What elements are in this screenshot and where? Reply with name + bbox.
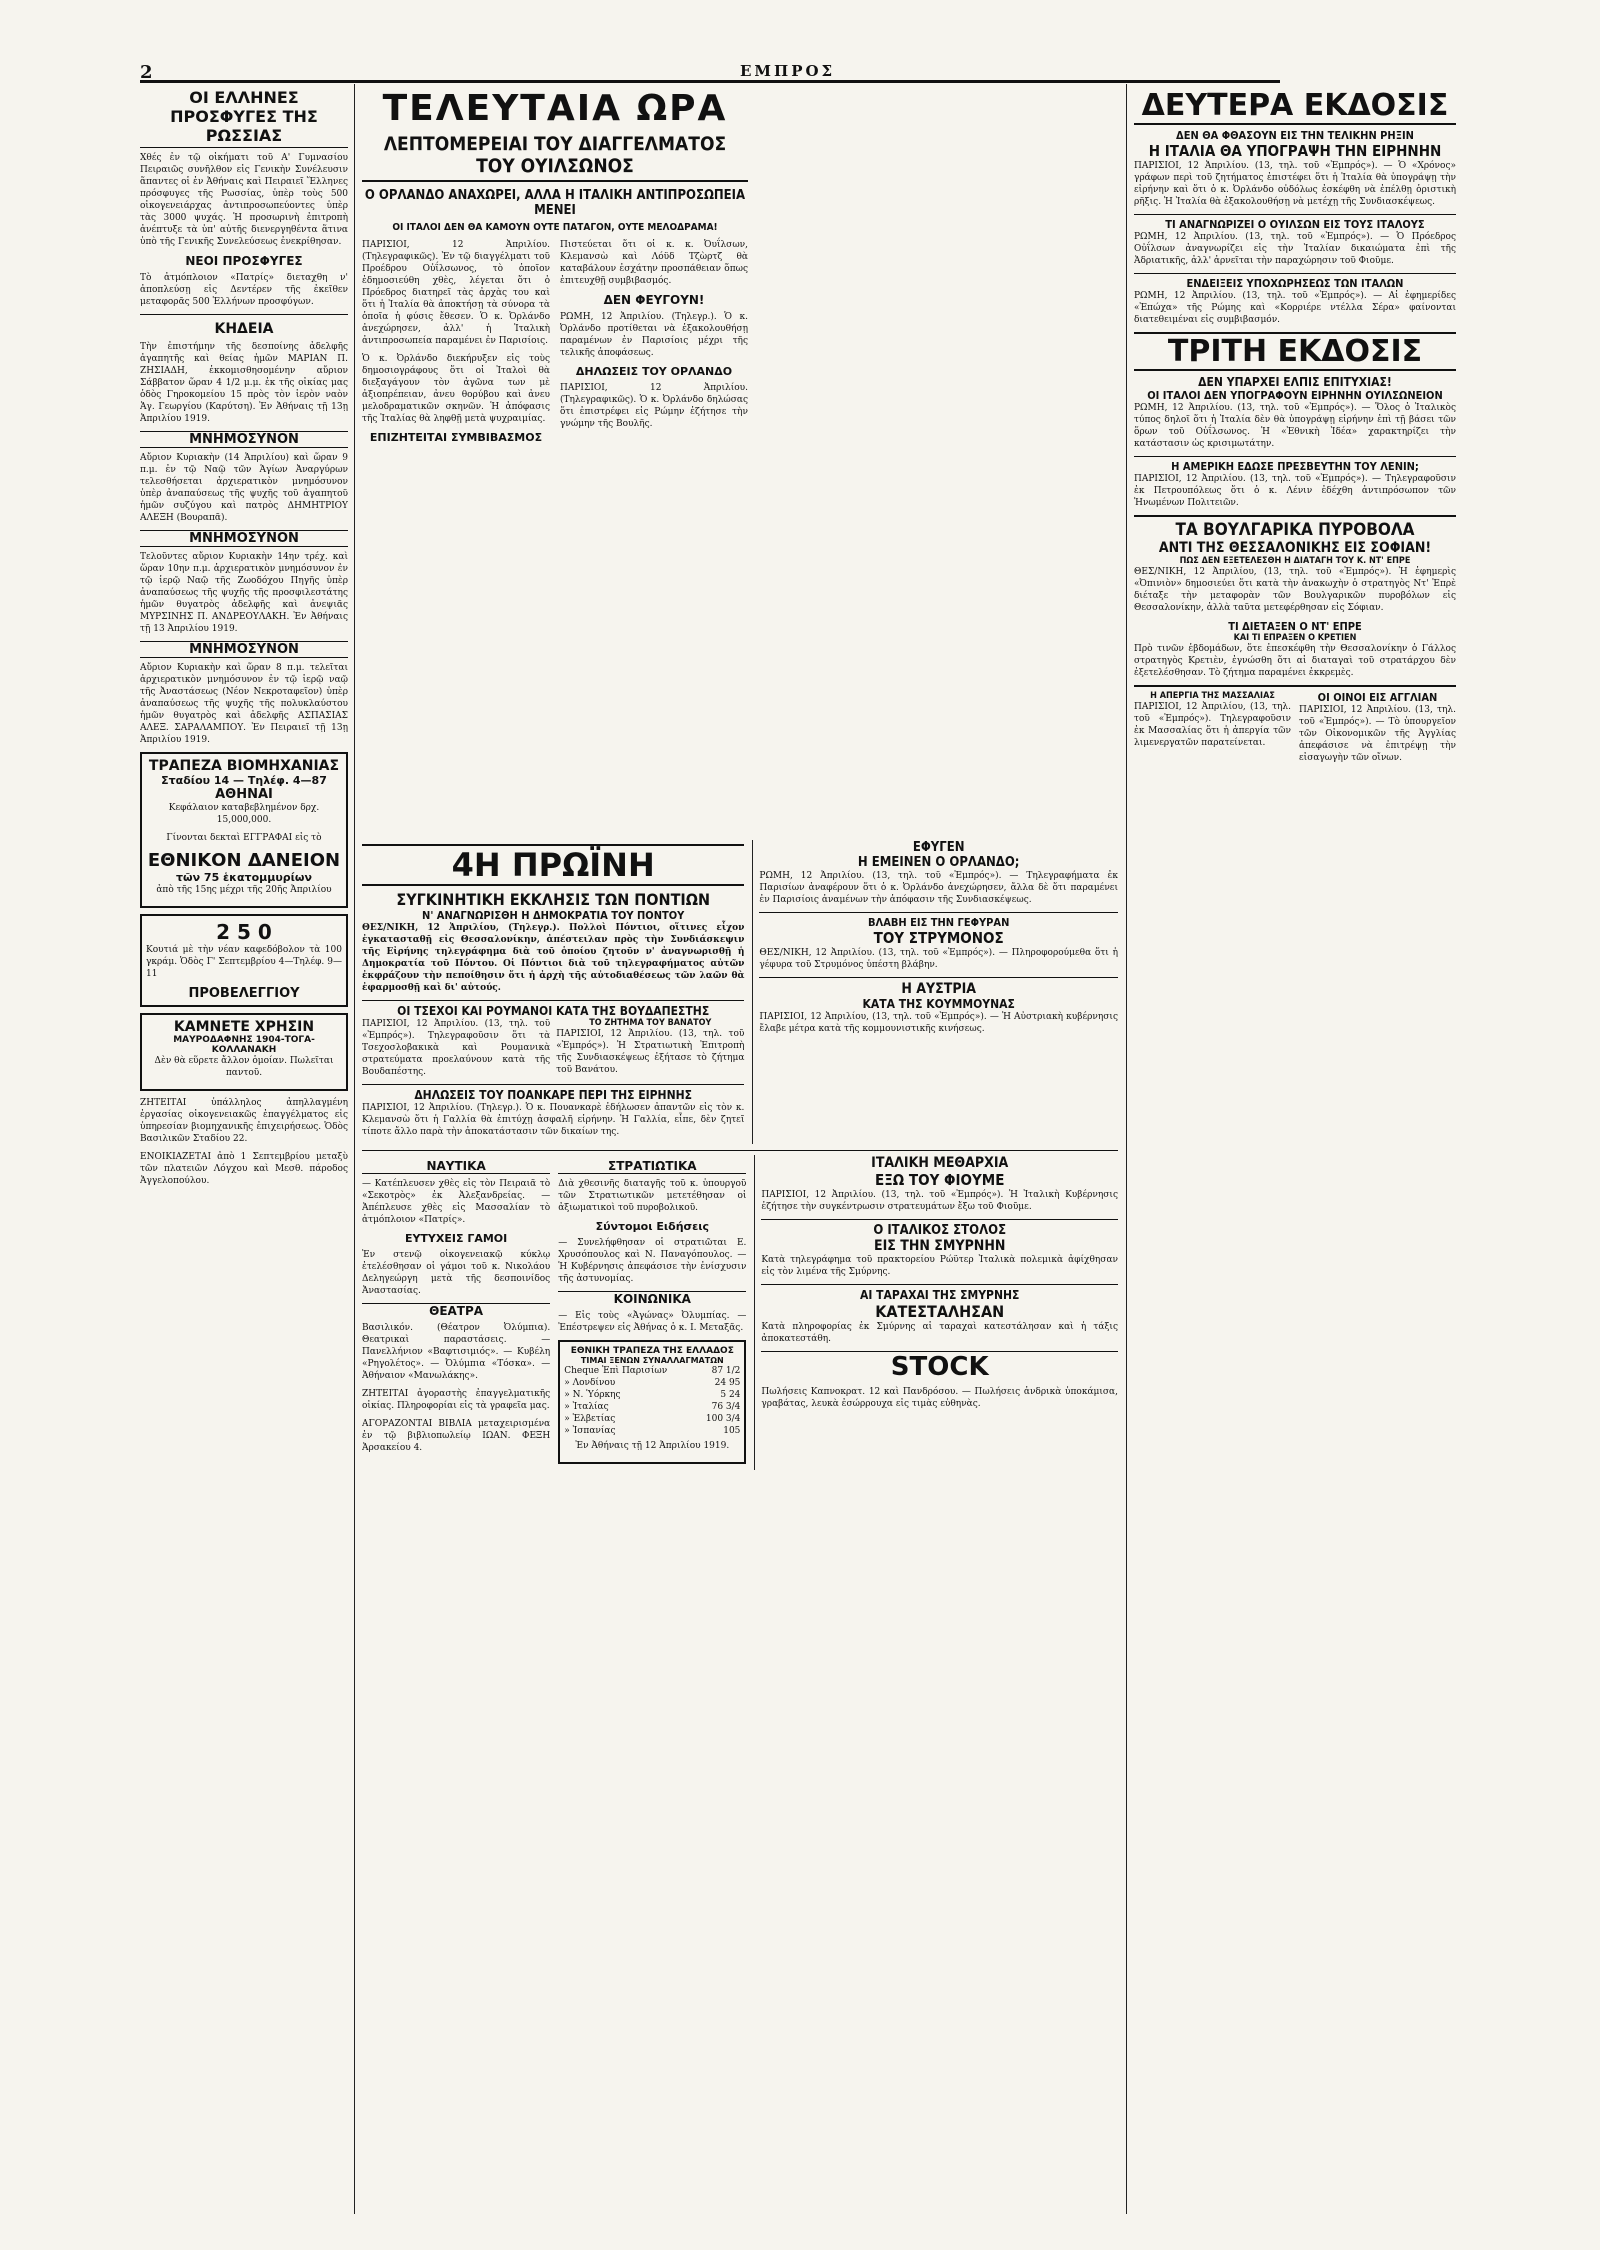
classified-ad: ΕΝΟΙΚΙΑΖΕΤΑΙ ἀπὸ 1 Σεπτεμβρίου μεταξὺ τῶν πλατειῶν Λόγχου καὶ Μεσθ. πάροδος Ἀγγελοπούλου. xyxy=(140,1152,348,1186)
article-text: Ὁ κ. Ὀρλάνδο διεκήρυξεν εἰς τοὺς δημοσιογράφους ὅτι οἱ Ἰταλοὶ θὰ διεξαγάγουν τὸν ἀγῶνα των μὲ ἀξιοπρέπειαν, ἀνευ θορύβου καὶ ἀνευ μελοδραματικῶν σκηνῶν. Ἡ ἀπόφασις τῆς Ἰταλίας θὰ ληφθῇ μετὰ ψυχραιμίας. xyxy=(362,354,550,424)
article-text: — Κατέπλευσεν χθὲς εἰς τὸν Πειραιᾶ τὸ «Σεκοτρὸς» ἐκ Ἀλεξανδρείας. — Ἀπέπλευσε χθὲς εἰς Μασσαλίαν τὸ ἀτμόπλοιον «Πατρίς». xyxy=(362,1179,551,1225)
rate-label: » Ἑλβετίας xyxy=(564,1414,616,1424)
rate-value: 105 xyxy=(723,1426,741,1436)
news-column xyxy=(362,1155,550,1470)
rates-list xyxy=(564,1365,740,1437)
article-text: ΠΑΡΙΣΙΟΙ, 12 Ἀπριλίου, (13, τηλ. τοῦ «Ἐμπρός»). — Ἡ Αὐστριακὴ κυβέρνησις ἔλαβε μέτρα κατὰ τῆς κομμουνιστικῆς κινήσεως. xyxy=(759,1012,1118,1034)
ad-city: ΑΘΗΝΑΙ xyxy=(215,787,273,802)
center-top-column xyxy=(362,84,748,834)
headline: ΔΕΝ ΥΠΑΡΧΕΙ ΕΛΠΙΣ ΕΠΙΤΥΧΙΑΣ! xyxy=(1198,375,1392,389)
table-title: ΕΘΝΙΚΗ ΤΡΑΠΕΖΑ ΤΗΣ ΕΛΛΑΔΟΣ xyxy=(570,1346,734,1356)
headline: ΤΙ ΑΝΑΓΝΩΡΙΖΕΙ Ο ΟΥΙΛΣΩΝ ΕΙΣ ΤΟΥΣ ΙΤΑΛΟΥΣ xyxy=(1134,214,1456,231)
headline: ΚΑΙ ΤΙ ΕΠΡΑΞΕΝ Ο ΚΡΕΤΙΕΝ xyxy=(1233,633,1357,643)
headline: ΟΙ ΕΛΛΗΝΕΣ ΠΡΟΣΦΥΓΕΣ ΤΗΣ ΡΩΣΣΙΑΣ xyxy=(140,88,348,148)
ad-big-title: ΕΘΝΙΚΟΝ ΔΑΝΕΙΟΝ xyxy=(147,850,341,871)
ad-number: 2 5 0 xyxy=(216,920,272,944)
ad-capital: Κεφάλαιον καταβεβλημένον δρχ. 15,000,000. xyxy=(168,803,320,825)
brief xyxy=(1134,691,1291,770)
article-text: Αὔριον Κυριακὴν (14 Ἀπριλίου) καὶ ὥραν 9 π.μ. ἐν τῷ Ναῷ τῶν Ἁγίων Ἀναργύρων τελεσθήσεται ἀρχιερατικὸν μνημόσυνον ὑπὲρ ἀναπαύσεως τῆς ψυχῆς τοῦ ἀγαπητοῦ ἡμῶν συζύγου καὶ πατρὸς ΔΗΜΗΤΡΙΟΥ ΑΛΕΞΗ (Βουραπᾶ). xyxy=(140,453,348,523)
rate-value: 76 3/4 xyxy=(711,1402,741,1412)
headline: Ν' ΑΝΑΓΝΩΡΙΣΘΗ Η ΔΗΜΟΚΡΑΤΙΑ ΤΟΥ ΠΟΝΤΟΥ xyxy=(422,909,685,922)
rate-row xyxy=(564,1377,740,1389)
ad-dates: ἀπὸ τῆς 15ης μέχρι τῆς 20ῆς Ἀπριλίου xyxy=(156,885,332,895)
headline: ΚΑΤΑ ΤΗΣ ΚΟΥΜΜΟΥΝΑΣ xyxy=(862,997,1015,1011)
headline: ΠΩΣ ΔΕΝ ΕΞΕΤΕΛΕΣΘΗ Η ΔΙΑΤΑΓΗ ΤΟΥ Κ. ΝΤ' ΕΠΡΕ xyxy=(1179,556,1411,566)
headline: Ο ΟΡΛΑΝΔΟ ΑΝΑΧΩΡΕΙ, ΑΛΛΑ Η ΙΤΑΛΙΚΗ ΑΝΤΙΠΡΟΣΩΠΕΙΑ ΜΕΝΕΙ xyxy=(364,188,746,218)
article-text: Τὸ ἀτμόπλοιον «Πατρίς» διεταχθη ν' ἀποπλεύσῃ εἰς Δεντέρεν τῆς ἐκεῖθεν μεταφορᾶς 500 Ἑλλήνων προσφύγων. xyxy=(140,273,348,307)
headline: ΜΝΗΜΟΣΥΝΟΝ xyxy=(140,530,348,547)
exchange-rate-table xyxy=(558,1340,746,1464)
headline: ΑΙ ΤΑΡΑΧΑΙ ΤΗΣ ΣΜΥΡΝΗΣ xyxy=(761,1284,1118,1302)
table-subtitle: ΤΙΜΑΙ ΞΕΝΩΝ ΣΥΝΑΛΛΑΓΜΑΤΩΝ xyxy=(580,1356,724,1365)
rate-label: Cheque Ἐπὶ Παρισίων xyxy=(564,1366,668,1376)
article-text: Αὔριον Κυριακὴν καὶ ὥραν 8 π.μ. τελεῖται ἀρχιερατικὸν μνημόσυνον ἐν τῷ ἱερῷ ναῷ τῆς Ἀναστάσεως (Νέον Νεκροταφεῖον) ὑπὲρ ἀναπαύσεως τῆς ψυχῆς τῆς πολυκλαύστου ἡμῶν θυγατρὸς καὶ ἀδελφῆς ΑΣΠΑΣΙΑΣ ΑΛΕΞ. ΣΑΡΑΛΑΜΠΟΥ. Ἐν Πειραιεῖ τῇ 13ῃ Ἀπριλίου 1919. xyxy=(140,663,348,745)
article-text: ΠΑΡΙΣΙΟΙ, 12 Ἀπριλίου. (13, τηλ. τοῦ «Ἐμπρός»). Ἡ Στρατιωτικὴ Ἐπιτροπὴ τῆς Συνδιασκέψεως ἐξήτασε τὸ ζήτημα τοῦ Βανάτου. xyxy=(556,1029,745,1075)
article-text: Χθές ἐν τῷ οἰκήματι τοῦ Α' Γυμνασίου Πειραιῶς συνῆλθον εἰς Γενικὴν Συνέλευσιν ἅπαντες οἱ ἐν Ἀθήναις καὶ Πειραιεῖ Ἕλληνες πρόσφυγες τῆς Ρωσσίας, ὑπὲρ τοὺς 500 οἰκογενειάρχας ἀντιπροσωπεύοντες ὑπὲρ τὰς 3000 ψυχάς. Ἡ προσωρινὴ ἐπιτροπὴ ἀνέπτυξε τὰ ὑπ' αὐτῆς διενεργηθέντα ἅτινα ὑπὸ τῆς Γενικῆς Συνελεύσεως ἐνεκρίθησαν. xyxy=(140,153,348,247)
headline: ΕΥΤΥΧΕΙΣ ΓΑΜΟΙ xyxy=(404,1232,508,1245)
article-text: Βασιλικόν. (Θέατρον Ὀλύμπια). Θεατρικαὶ παραστάσεις. — Πανελλήνιον «Βαφτισιμιός». — Κυβέλη «Ρηγολέτος». — Ὀλύμπια «Τόσκα». — Ἀθήναιον «Μανωλάκης». xyxy=(362,1323,551,1381)
article-text: Πωλήσεις Καπνοκρατ. 12 καὶ Πανδρόσου. — Πωλήσεις ἀνδρικὰ ὑποκάμισα, γραβάτας, λευκὰ ἐσώρρουχα εἰς τιμὰς εὐθηνὰς. xyxy=(761,1387,1118,1409)
ad-subtitle: ΜΑΥΡΟΔΑΦΝΗΣ 1904-ΤΟΓΑ-ΚΟΛΛΑΝΑΚΗ xyxy=(173,1035,315,1055)
headline: ΤΕΛΕΥΤΑΙΑ ΩΡΑ xyxy=(382,88,728,129)
rate-value: 87 1/2 xyxy=(711,1366,741,1376)
headline: Η ΕΜΕΙΝΕΝ Ο ΟΡΛΑΝΔΟ; xyxy=(857,855,1020,870)
ad-text: Δὲν θὰ εὕρετε ἄλλον ὁμοίαν. Πωλεῖται παντοῦ. xyxy=(154,1056,334,1078)
headline: ΤΑ ΒΟΥΛΓΑΡΙΚΑ ΠΥΡΟΒΟΛΑ xyxy=(1134,515,1456,540)
headline: ΟΙ ΟΙΝΟΙ ΕΙΣ ΑΓΓΛΙΑΝ xyxy=(1317,691,1438,704)
rate-label: » Λονδίνου xyxy=(564,1378,616,1388)
rate-row xyxy=(564,1425,740,1437)
headline: ΕΠΙΖΗΤΕΙΤΑΙ ΣΥΜΒΙΒΑΣΜΟΣ xyxy=(369,431,543,444)
coffee-advertisement xyxy=(140,914,348,1007)
headline: ΤΟ ΖΗΤΗΜΑ ΤΟΥ ΒΑΝΑΤΟΥ xyxy=(589,1018,712,1028)
news-column xyxy=(558,1155,746,1470)
article-text: Κατὰ πληροφορίας ἐκ Σμύρνης αἱ ταραχαὶ κατεστάλησαν καὶ ἡ τάξις ἀποκατεστάθη. xyxy=(761,1322,1118,1344)
right-mid-briefs xyxy=(752,840,1118,1144)
bottom-briefs xyxy=(1134,685,1456,770)
headline: Η ΑΜΕΡΙΚΗ ΕΔΩΣΕ ΠΡΕΣΒΕΥΤΗΝ ΤΟΥ ΛΕΝΙΝ; xyxy=(1134,456,1456,473)
headline: ΟΙ ΤΣΕΧΟΙ ΚΑΙ ΡΟΥΜΑΝΟΙ ΚΑΤΑ ΤΗΣ ΒΟΥΔΑΠΕΣΤΗΣ xyxy=(362,1000,744,1018)
rate-label: » Ν. Ὑόρκης xyxy=(564,1390,621,1400)
article-text: ΡΩΜΗ, 12 Ἀπριλίου. (13, τηλ. τοῦ «Ἐμπρός»). — Τηλεγραφήματα ἐκ Παρισίων ἀναφέρουν ὅτι ὁ κ. Ὀρλάνδο ἀνεχώρησεν, ἄλλα δὲ ὅτι παραμένει ἐν Παρισίοις ἀναμένων τὴν ἀπόφασιν τῆς Συνδιασκέψεως. xyxy=(759,871,1118,905)
article-text: Πιστεύεται ὅτι οἱ κ. κ. Ὀυΐλσων, Κλεμανσὼ καὶ Λόϋδ Τζὼρτζ θὰ καταβάλουν ἐσχάτην προσπάθειαν ὅπως ἐπιτευχθῇ συμβιβασμός. xyxy=(560,240,748,286)
headline: ΔΕΝ ΘΑ ΦΘΑΣΟΥΝ ΕΙΣ ΤΗΝ ΤΕΛΙΚΗΝ ΡΗΞΙΝ xyxy=(1176,129,1414,142)
masthead-name: ΕΜΠΡΟΣ xyxy=(740,62,836,80)
headline: ΙΤΑΛΙΚΗ ΜΕΘΑΡΧΙΑ xyxy=(871,1155,1009,1171)
headline: ΕΙΣ ΤΗΝ ΣΜΥΡΝΗΝ xyxy=(873,1238,1006,1254)
headline: ΕΞΩ ΤΟΥ ΦΙΟΥΜΕ xyxy=(874,1171,1005,1189)
rate-label: » Ἰσπανίας xyxy=(564,1426,616,1436)
headline: ΔΕΝ ΦΕΥΓΟΥΝ! xyxy=(603,293,705,307)
mid-bottom-row xyxy=(362,1150,1118,1470)
headline: ΣΤΡΑΤΙΩΤΙΚΑ xyxy=(558,1159,746,1174)
headline: Η ΙΤΑΛΙΑ ΘΑ ΥΠΟΓΡΑΨΗ ΤΗΝ ΕΙΡΗΝΗΝ xyxy=(1148,142,1442,160)
headline: ΕΦΥΓΕΝ xyxy=(912,840,965,855)
rate-value: 5 24 xyxy=(720,1390,741,1400)
headline: ΣΥΓΚΙΝΗΤΙΚΗ ΕΚΚΛΗΣΙΣ ΤΩΝ ΠΟΝΤΙΩΝ xyxy=(396,890,711,909)
edition-banner: 4Η ΠΡΩΪΝΗ xyxy=(362,844,744,886)
article-text: ΡΩΜΗ, 12 Ἀπριλίου. (13, τηλ. τοῦ «Ἐμπρός»). — Ὁ Πρόεδρος Οὐΐλσων ἀναγνωρίζει εἰς τὴν Ἰταλίαν δικαιώματα ἐπὶ τῆς Ἀδριατικῆς, ἀλλ' ἀρνεῖται τὴν παραχώρησιν τοῦ Φιοῦμε. xyxy=(1134,232,1456,266)
article-text: ΠΑΡΙΣΙΟΙ, 12 Ἀπριλίου. (Τηλεγραφικῶς). Ἐν τῷ διαγγέλματι τοῦ Προέδρου Οὐΐλσωνος, τὸ ὁποῖον ἐδημοσιεύθη χθὲς, λέγεται ὅτι ὁ Πρόεδρος διατηρεῖ τὰς ἀρχὰς του καὶ ὅτι ἡ Ἰταλία θὰ ἀποκτήσῃ τὰ σύνορα τὰ ὁποῖα ἡ φύσις ἔθεσεν. Ὁ κ. Ὀρλάνδο ἀνεχώρησεν, ἀλλ' ἡ Ἰταλικὴ ἀντιπροσωπεία παραμένει ἐν Παρισίοις. xyxy=(362,240,550,346)
ad-line: Γίνονται δεκταὶ ΕΓΓΡΑΦΑΙ εἰς τὸ xyxy=(166,833,322,843)
article-text: ΠΑΡΙΣΙΟΙ, 12 Ἀπριλίου. (Τηλεγραφικῶς). Ὁ κ. Ὀρλάνδο δηλώσας ὅτι ἐπιστρέφει εἰς Ρώμην ἐζήτησε τὴν γνώμην τῆς Βουλῆς. xyxy=(560,383,748,429)
classified-ad: ΑΓΟΡΑΖΟΝΤΑΙ ΒΙΒΛΙΑ μεταχειρισμένα ἐν τῷ βιβλιοπωλείῳ ΙΩΑΝ. ΦΕΞΗ Ἀρσακείου 4. xyxy=(362,1419,551,1453)
column-rule xyxy=(1126,84,1127,2214)
rate-row xyxy=(564,1401,740,1413)
article-text: ΘΕΣ/ΝΙΚΗ, 12 Ἀπριλίου, (13, τηλ. τοῦ «Ἐμπρός»). Ἡ ἐφημερὶς «Ὀπινιὸν» δημοσιεύει ὅτι κατὰ τὴν ἀνακωχὴν ὁ στρατηγὸς Ντ' Ἐπρὲ διέταξε τὴν μεταφορὰν τῶν Βουλγαρικῶν πυροβόλων εἰς Θεσσαλονίκην, ἀλλὰ ταῦτα μετεφέρθησαν εἰς Σόφιαν. xyxy=(1134,567,1456,613)
headline: ΘΕΑΤΡΑ xyxy=(362,1303,550,1318)
article-text: ΠΑΡΙΣΙΟΙ, 12 Ἀπριλίου. (13, τηλ. τοῦ «Ἐμπρός»). — Τὸ ὑπουργεῖον τῶν Οἰκονομικῶν τῆς Ἀγγλίας ἀπεφάσισε νὰ ἐπιτρέψῃ τὴν εἰσαγωγὴν τῶν οἴνων. xyxy=(1299,705,1456,763)
article-text: Τὴν ἐπιστήμην τῆς δεσποίνης ἀδελφῆς ἀγαπητῆς καὶ θείας ἡμῶν ΜΑΡΙΑΝ Π. ΖΗΣΙΑΔΗ, ἐκκομισθησομένην αὔριον Σάββατον ὥραν 4 1/2 μ.μ. ἐκ τῆς οἰκίας μας ὁδὸς Γηροκομείου 15 πρὸς τὸν ἱερὸν ναὸν Ἁγ. Γεωργίου (Καρύτση). Ἐν Ἀθήναις τῇ 13ῃ Ἀπριλίου 1919. xyxy=(140,342,348,424)
headline: ΔΗΛΩΣΕΙΣ ΤΟΥ ΠΟΑΝΚΑΡΕ ΠΕΡΙ ΤΗΣ ΕΙΡΗΝΗΣ xyxy=(362,1084,744,1102)
stock-ad-title: STOCK xyxy=(761,1351,1118,1382)
headline: ΚΟΙΝΩΝΙΚΑ xyxy=(558,1291,746,1306)
masthead-rule xyxy=(140,62,1280,83)
article-text: Διὰ χθεσινῆς διαταγῆς τοῦ κ. ὑπουργοῦ τῶν Στρατιωτικῶν μετετέθησαν οἱ ἀξιωματικοὶ τοῦ πυροβολικοῦ. xyxy=(558,1179,747,1213)
article-text: ΡΩΜΗ, 12 Ἀπριλίου. (13, τηλ. τοῦ «Ἐμπρός»). — Ὅλος ὁ Ἰταλικὸς τύπος δηλοῖ ὅτι ἡ Ἰταλία δὲν θὰ ὑπογράψῃ εἰρήνην ἐπὶ τῇ βάσει τῶν ὅρων τοῦ Οὐΐλσωνος. Ἡ «Ἐθνικὴ Ἰδέα» χαρακτηρίζει τὴν κατάστασιν ὡς κρισιμωτάτην. xyxy=(1134,403,1456,449)
brief xyxy=(1299,691,1456,770)
headline: ΔΕΥΤΕΡΑ ΕΚΔΟΣΙΣ xyxy=(1134,88,1456,125)
headline: Η ΑΥΣΤΡΙΑ xyxy=(759,977,1118,997)
mid-top-row xyxy=(362,840,1118,1144)
ad-subtitle: τῶν 75 ἑκατομμυρίων xyxy=(176,871,312,884)
classified-ad: ΖΗΤΕΙΤΑΙ ἀγοραστὴς ἐπαγγελματικῆς οἰκίας. Πληροφορίαι εἰς τὰ γραφεῖα μας. xyxy=(362,1389,551,1411)
headline: ΜΝΗΜΟΣΥΝΟΝ xyxy=(140,641,348,658)
headline: ΛΕΠΤΟΜΕΡΕΙΑΙ ΤΟΥ ΔΙΑΓΓΕΛΜΑΤΟΣ ΤΟΥ ΟΥΙΛΣΩΝΟΣ xyxy=(362,133,748,182)
headline: ΝΕΟΙ ΠΡΟΣΦΥΓΕΣ xyxy=(185,254,303,268)
headline: ΔΗΛΩΣΕΙΣ ΤΟΥ ΟΡΛΑΝΔΟ xyxy=(575,365,733,378)
smyrna-briefs xyxy=(754,1155,1118,1470)
article-text: ΠΑΡΙΣΙΟΙ, 12 Ἀπριλίου. (13, τηλ. τοῦ «Ἐμπρός»). — Ὁ «Χρόνος» γράφων περὶ τοῦ ζητήματος ἐπιστέφει ὅτι ἡ Ἰταλία θὰ ὑπογράψῃ τὴν εἰρήνην καὶ ὅτι ὁ κ. Ὀρλάνδο οὐδόλως ἐσκέφθη νὰ ἐπέλθῃ ὁριστικὴ ρῆξις. Ἡ Ἰταλία θὰ ἐξακολουθήσῃ νὰ μετέχῃ τῆς Συνδιασκέψεως. xyxy=(1134,161,1456,207)
article-text: ΡΩΜΗ, 12 Ἀπριλίου. (13, τηλ. τοῦ «Ἐμπρός»). — Αἱ ἐφημερίδες «Ἐπώχα» τῆς Ρώμης καὶ «Κορριέρε ντέλλα Σέρα» φαίνονται διατεθειμέναι εἰς συμβιβασμόν. xyxy=(1134,291,1456,325)
headline: ΚΗΔΕΙΑ xyxy=(214,321,274,337)
two-briefs xyxy=(362,1018,744,1084)
ad-title: ΤΡΑΠΕΖΑ ΒΙΟΜΗΧΑΝΙΑΣ xyxy=(148,758,340,774)
right-column xyxy=(1134,84,1456,2214)
ad-title: ΚΑΜΝΕΤΕ ΧΡΗΣΙΝ xyxy=(173,1019,315,1035)
headline: Σύντομοι Ειδήσεις xyxy=(595,1220,710,1233)
rate-row xyxy=(564,1389,740,1401)
article-text: ΠΑΡΙΣΙΟΙ, 12 Ἀπριλίου. (Τηλεγρ.). Ὁ κ. Πουανκαρὲ ἐδήλωσεν ἀπαντῶν εἰς τὸν κ. Κλεμανσὼ ὅτι ἡ Γαλλία θὰ ἐπιτύχῃ ἀσφαλῆ εἰρήνην. Ἡ Γαλλία, εἶπε, δὲν ζητεῖ τίποτε ἄλλο παρὰ τὴν ἀποκατάστασιν τῶν δικαίων της. xyxy=(362,1103,745,1137)
article-text: ΠΑΡΙΣΙΟΙ, 12 Ἀπριλίου. (13, τηλ. τοῦ «Ἐμπρός»). Ἡ Ἰταλικὴ Κυβέρνησις ἐζήτησε τὴν συγκέντρωσιν στρατευμάτων ἔξω τοῦ Φιοῦμε. xyxy=(761,1190,1118,1212)
article-text: ΡΩΜΗ, 12 Ἀπριλίου. (Τηλεγρ.). Ὁ κ. Ὀρλάνδο προτίθεται νὰ ἐξακολουθήσῃ παραμένων ἐν Παρισίοις μέχρι τῆς τελικῆς ἀποφάσεως. xyxy=(560,312,748,358)
ad-big-title: ΠΡΟΒΕΛΕΓΓΙΟΥ xyxy=(188,986,300,1001)
divider xyxy=(140,314,348,315)
headline: ΝΑΥΤΙΚΑ xyxy=(362,1159,550,1174)
rate-value: 100 3/4 xyxy=(705,1414,741,1424)
pontus-article xyxy=(362,840,744,1144)
article-text: Ἐν στενῷ οἰκογενειακῷ κύκλῳ ἐτελέσθησαν οἱ γάμοι τοῦ κ. Νικολάου Δεληγεώργη μετὰ τῆς δεσποινίδος Ἀναστασίας. xyxy=(362,1250,551,1296)
rate-row xyxy=(564,1413,740,1425)
article-body xyxy=(362,239,748,444)
column-rule xyxy=(354,84,355,2214)
headline: ΚΑΤΕΣΤΑΛΗΣΑΝ xyxy=(875,1302,1005,1321)
headline: Η ΑΠΕΡΓΙΑ ΤΗΣ ΜΑΣΣΑΛΙΑΣ xyxy=(1150,691,1275,701)
headline: ΤΙ ΔΙΕΤΑΞΕΝ Ο ΝΤ' ΕΠΡΕ xyxy=(1228,620,1362,633)
rate-value: 24 95 xyxy=(714,1378,741,1388)
article-text: ΘΕΣ/ΝΙΚΗ, 12 Ἀπριλίου. (13, τηλ. τοῦ «Ἐμπρός»). — Πληροφορούμεθα ὅτι ἡ γέφυρα τοῦ Στρυμόνος ὑπέστη βλάβην. xyxy=(759,948,1118,970)
headline: ΒΛΑΒΗ ΕΙΣ ΤΗΝ ΓΕΦΥΡΑΝ xyxy=(759,912,1118,929)
middle-section xyxy=(362,840,1118,2214)
headline: ΤΡΙΤΗ ΕΚΔΟΣΙΣ xyxy=(1134,332,1456,371)
article-text: Πρὸ τινῶν ἑβδομάδων, ὅτε ἐπεσκέφθη τὴν Θεσσαλονίκην ὁ Γάλλος στρατηγὸς Κρετιὲν, ἐγνώσθη ὅτι αἱ διαταγαὶ τοῦ στρατάρχου δὲν ἐξετελέσθησαν. Τὸ ζήτημα παραμένει ἐκκρεμὲς. xyxy=(1134,644,1456,678)
ad-text: Κουτιά μὲ τὴν νέαν καφεδόβολον τὰ 100 γκράμ. Ὁδὸς Γ' Σεπτεμβρίου 4—Τηλέφ. 9—11 xyxy=(146,945,342,979)
article-text: ΠΑΡΙΣΙΟΙ, 12 Ἀπριλίου, (13, τηλ. τοῦ «Ἐμπρός»). Τηλεγραφοῦσιν ἐκ Μασσαλίας ὅτι ἡ ἀπεργία τῶν λιμενεργατῶν παρατείνεται. xyxy=(1134,702,1291,748)
rate-row xyxy=(564,1365,740,1377)
bank-advertisement xyxy=(140,752,348,908)
classified-ad: ΖΗΤΕΙΤΑΙ ὑπάλληλος ἀπηλλαγμένη ἐργασίας οἰκογενειακῶς ἐπαγγέλματος εἰς ὑπηρεσίαν βιομηχανικῆς ἐπιχειρήσεως. Ὁδὸς Βασιλικῶν Σταδίου 22. xyxy=(140,1098,348,1144)
headline: ΤΟΥ ΣΤΡΥΜΟΝΟΣ xyxy=(873,929,1004,947)
article-text: — Συνελήφθησαν οἱ στρατιῶται Ε. Χρυσόπουλος καὶ Ν. Παναγόπουλος. — Ἡ Κυβέρνησις ἀπεφάσισε τὴν ἐνίσχυσιν τῆς ἀστυνομίας. xyxy=(558,1238,747,1284)
headline: Ο ΙΤΑΛΙΚΟΣ ΣΤΟΛΟΣ xyxy=(761,1219,1118,1238)
headline: ΟΙ ΙΤΑΛΟΙ ΔΕΝ ΘΑ ΚΑΜΟΥΝ ΟΥΤΕ ΠΑΤΑΓΟΝ, ΟΥΤΕ ΜΕΛΟΔΡΑΜΑ! xyxy=(392,222,718,233)
article-text: ΠΑΡΙΣΙΟΙ, 12 Ἀπριλίου. (13, τηλ. τοῦ «Ἐμπρός»). Τηλεγραφοῦσιν ὅτι τὰ Τσεχοσλοβακικὰ καὶ Ρουμανικὰ στρατεύματα προελαύνουν κατὰ τῆς Βουδαπέστης. xyxy=(362,1019,551,1077)
brief xyxy=(556,1018,744,1084)
article-text: — Εἰς τοὺς «Ἀγώνας» Ὀλυμπίας. — Ἐπέστρεψεν εἰς Ἀθήνας ὁ κ. Ι. Μεταξᾶς. xyxy=(558,1311,747,1333)
rates-date: Ἐν Ἀθήναις τῇ 12 Ἀπριλίου 1919. xyxy=(575,1441,730,1451)
rate-label: » Ἰταλίας xyxy=(564,1402,609,1412)
headline: ΟΙ ΙΤΑΛΟΙ ΔΕΝ ΥΠΟΓΡΑΦΟΥΝ ΕΙΡΗΝΗΝ ΟΥΙΛΣΩΝΕΙΟΝ xyxy=(1147,389,1443,402)
article-text: ΘΕΣ/ΝΙΚΗ, 12 Ἀπριλίου, (Τηλεγρ.). Πολλοὶ Πόντιοι, οἵτινες εἶχον ἐγκατασταθῇ εἰς Θεσσαλονίκην, ἀπέστειλαν πρὸς τὴν Συνδιάσκεψιν τῆς Εἰρήνης τηλεγράφημα διὰ τοῦ ὁποίου ζητοῦν ν' ἀναγνωρισθῇ ἡ Δημοκρατία τοῦ Πόντου. Οἱ Πόντιοι διὰ τοῦ τηλεγραφήματος αὐτῶν ἐκφράζουν τὴν πεποίθησιν ὅτι ἡ ἀρχὴ τῆς αὐτοδιαθέσεως τῶν λαῶν θὰ ἐφαρμοσθῇ καὶ δι' αὐτούς. xyxy=(362,923,745,993)
article-text: Κατὰ τηλεγράφημα τοῦ πρακτορείου Ρώϋτερ Ἰταλικὰ πολεμικὰ ἀφίχθησαν εἰς τὸν λιμένα τῆς Σμύρνης. xyxy=(761,1255,1118,1277)
headline: ΕΝΔΕΙΞΕΙΣ ΥΠΟΧΩΡΗΣΕΩΣ ΤΩΝ ΙΤΑΛΩΝ xyxy=(1134,273,1456,290)
ad-address: Σταδίου 14 — Τηλέφ. 4—87 xyxy=(161,774,327,787)
article-text: ΠΑΡΙΣΙΟΙ, 12 Ἀπριλίου. (13, τηλ. τοῦ «Ἐμπρός»). — Τηλεγραφοῦσιν ἐκ Πετρουπόλεως ὅτι ὁ κ. Λένιν ἐδέχθη ἀντιπρόσωπον τῶν Ἡνωμένων Πολιτειῶν. xyxy=(1134,474,1456,508)
left-column xyxy=(140,84,348,2214)
article-text: Τελοῦντες αὔριον Κυριακὴν 14ην τρέχ. καὶ ὥραν 10ην π.μ. ἀρχιερατικὸν μνημόσυνον ἐν τῷ ἱερῷ Ναῷ τῆς Ζωοδόχου Πηγῆς ὑπὲρ ἀναπαύσεως τῆς ψυχῆς τῆς προσφιλεστάτης ἡμῶν θυγατρὸς ἀδελφῆς καὶ ἀνεψιᾶς ΜΥΡΣΙΝΗΣ Π. ΑΝΔΡΕΟΥΛΑΚΗ. Ἐν Ἀθήναις τῇ 13 Ἀπριλίου 1919. xyxy=(140,552,348,634)
page-number: 2 xyxy=(140,62,153,83)
wine-advertisement xyxy=(140,1013,348,1091)
headline: ΑΝΤΙ ΤΗΣ ΘΕΣΣΑΛΟΝΙΚΗΣ ΕΙΣ ΣΟΦΙΑΝ! xyxy=(1158,540,1432,556)
headline: ΜΝΗΜΟΣΥΝΟΝ xyxy=(140,431,348,448)
